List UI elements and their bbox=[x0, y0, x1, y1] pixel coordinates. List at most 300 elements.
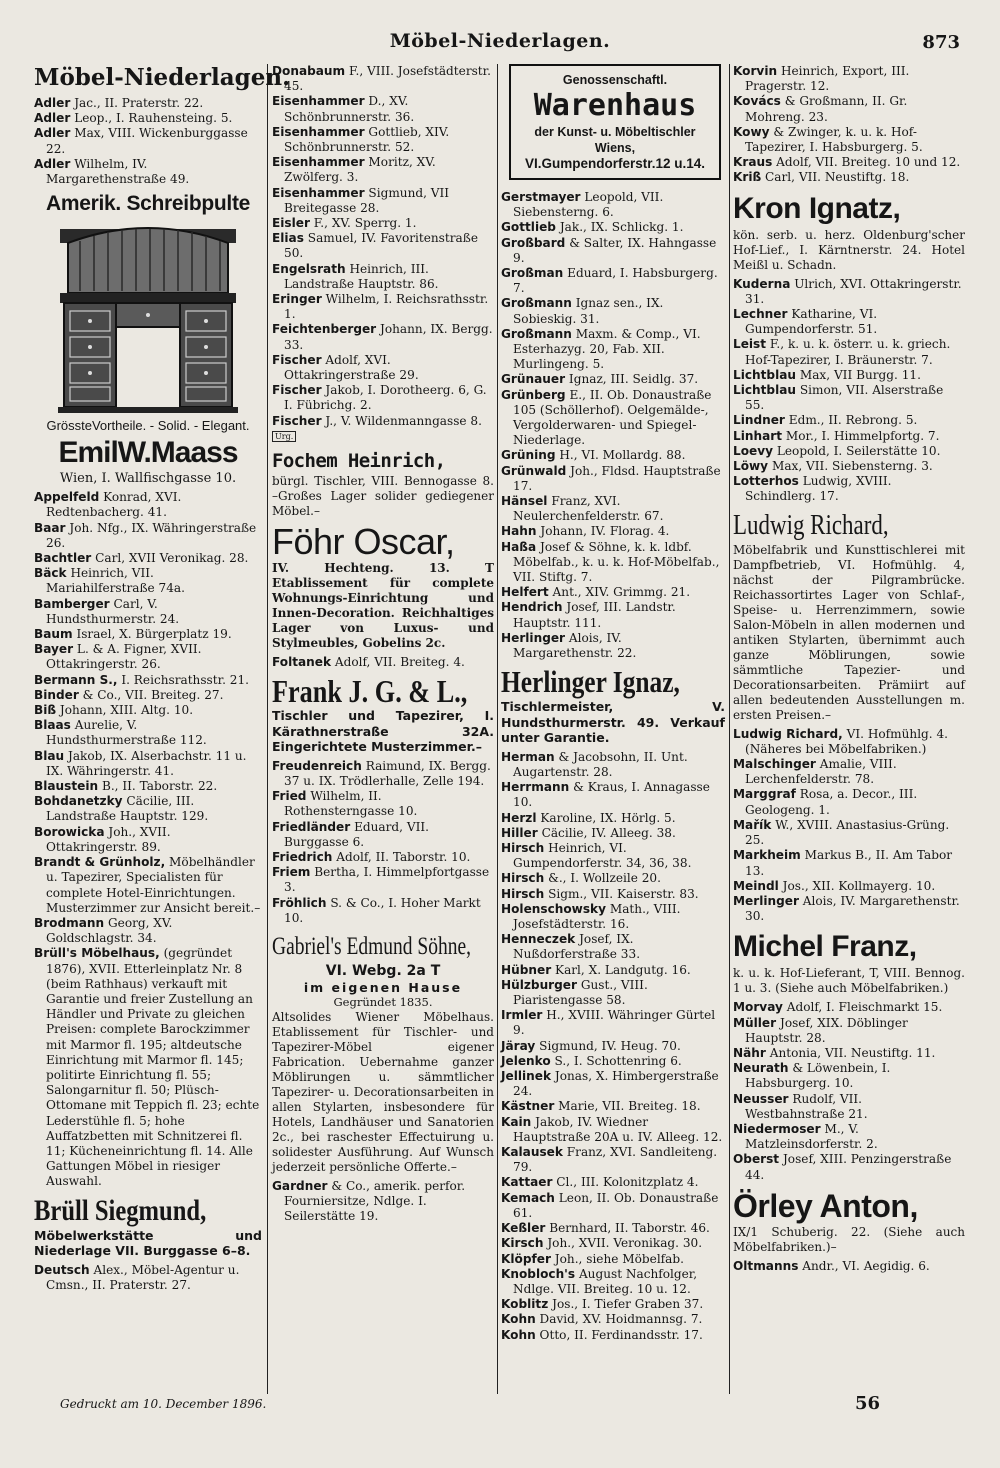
entry-name: Korvin bbox=[733, 64, 778, 78]
ad-text: Möbelwerkstätte und Niederlage VII. Burggasse 6–8. bbox=[34, 1227, 262, 1259]
column-rule bbox=[497, 64, 498, 1394]
entry-name: Hübner bbox=[501, 962, 552, 977]
directory-entry bbox=[272, 216, 494, 231]
entry-text: Adolf, VII. Breiteg. 4. bbox=[334, 655, 465, 670]
directory-entry bbox=[733, 413, 965, 428]
entry-name: Hirsch bbox=[501, 841, 545, 856]
ad-michel bbox=[733, 928, 965, 996]
directory-entry bbox=[34, 673, 262, 688]
directory-entry bbox=[733, 277, 965, 307]
entry-name: Lichtblau bbox=[733, 367, 796, 382]
entry-text: Karoline, IX. Hörlg. 5. bbox=[540, 810, 676, 825]
entry-name: Kraus bbox=[733, 155, 773, 170]
entry-name: Blau bbox=[34, 748, 65, 763]
entry-text: Samuel, IV. Favoritenstraße 50. bbox=[284, 231, 478, 261]
directory-entry bbox=[733, 368, 965, 383]
entry-name: Brandt & Grünholz, bbox=[34, 855, 166, 870]
ad-fochem bbox=[272, 448, 494, 519]
entry-text: Jonas, X. Himbergerstraße 24. bbox=[513, 1069, 719, 1099]
directory-entry bbox=[272, 820, 494, 850]
entry-name: Loevy bbox=[733, 443, 773, 458]
directory-entry bbox=[501, 296, 725, 326]
directory-entry bbox=[501, 600, 725, 630]
entry-text: &., I. Wollzeile 20. bbox=[548, 871, 661, 886]
entry-text: Adolf, VII. Breiteg. 10 und 12. bbox=[776, 155, 961, 170]
ad-text: bürgl. Tischler, VIII. Bennogasse 8. –Großes Lager solider gediegener Möbel.– bbox=[272, 474, 494, 519]
ad-founded: Gegründet 1835. bbox=[333, 995, 433, 1010]
directory-entry bbox=[34, 490, 262, 520]
entry-name: Mařík bbox=[733, 817, 772, 832]
entry-name: Großman bbox=[501, 266, 564, 281]
small-boxed-mark: Urg. bbox=[272, 431, 296, 442]
directory-entry bbox=[501, 1069, 725, 1099]
entry-name: Jellinek bbox=[501, 1069, 551, 1084]
entry-text: Jos., I. Tiefer Graben 37. bbox=[552, 1297, 704, 1312]
entry-text: Cäcilie, IV. Alleeg. 38. bbox=[541, 825, 676, 840]
directory-entry bbox=[501, 963, 725, 978]
entry-list bbox=[272, 759, 494, 926]
entry-text: & Jacobsohn, II. Unt. Augartenstr. 28. bbox=[513, 749, 688, 779]
ad-firm-name: Ludwig Richard, bbox=[733, 509, 889, 541]
entry-name: Elias bbox=[272, 231, 304, 246]
directory-entry bbox=[34, 749, 262, 779]
directory-entry bbox=[501, 1008, 725, 1038]
entry-name: Adler bbox=[34, 96, 71, 110]
entry-name: Grünwald bbox=[501, 463, 567, 478]
directory-entry bbox=[272, 789, 494, 819]
entry-name: Gardner bbox=[272, 1178, 328, 1193]
entry-name: Meindl bbox=[733, 878, 779, 893]
entry-text: Gust., VIII. Piaristengasse 58. bbox=[513, 977, 648, 1008]
entry-text: Heinrich, VII. Mariahilferstraße 74a. bbox=[46, 566, 185, 596]
directory-entry bbox=[34, 157, 262, 187]
directory-entry bbox=[501, 841, 725, 871]
directory-entry bbox=[272, 155, 494, 185]
entry-text: Andr., VI. Aegidig. 6. bbox=[802, 1258, 930, 1273]
rolltop-desk-illustration bbox=[50, 219, 246, 415]
entry-text: Wilhelm, IV. Margarethenstraße 49. bbox=[46, 156, 190, 187]
entry-text: B., II. Taborstr. 22. bbox=[101, 779, 218, 794]
directory-entry bbox=[501, 585, 725, 600]
entry-name: Jelenko bbox=[501, 1053, 551, 1068]
entry-text: Jakob, IX. Alserbachstr. 11 u. IX. Währingerstr. 41. bbox=[46, 748, 247, 778]
directory-entry bbox=[733, 429, 965, 444]
entry-text: Edm., II. Rebrong. 5. bbox=[788, 413, 918, 428]
entry-text: S., I. Schottenring 6. bbox=[554, 1053, 682, 1068]
entry-text: Carl, XVII Veronikag. 28. bbox=[95, 551, 249, 566]
directory-entry bbox=[733, 848, 965, 878]
directory-entry bbox=[501, 190, 725, 220]
directory-entry bbox=[272, 759, 494, 789]
entry-text: Antonia, VII. Neustiftg. 11. bbox=[769, 1045, 936, 1060]
entry-list bbox=[733, 1000, 965, 1182]
entry-text: & Zwinger, k. u. k. Hof-Tapezirer, I. Habsburgerg. 5. bbox=[745, 124, 923, 155]
entry-text: Johann, XIII. Altg. 10. bbox=[59, 703, 194, 718]
entry-name: Herlinger bbox=[501, 630, 566, 645]
entry-name: Kovács bbox=[733, 94, 781, 109]
entry-text: Heinrich, III. Landstraße Hauptstr. 86. bbox=[284, 261, 439, 291]
directory-entry bbox=[733, 155, 965, 170]
directory-entry bbox=[501, 932, 725, 962]
entry-name: Hendrich bbox=[501, 600, 563, 615]
column-4 bbox=[733, 64, 965, 1394]
entry-text: Aurelie, V. Hundsthurmerstraße 112. bbox=[46, 718, 207, 748]
entry-list bbox=[733, 1259, 965, 1274]
directory-entry bbox=[272, 896, 494, 926]
entry-name: Gottlieb bbox=[501, 220, 556, 235]
entry-name: Eringer bbox=[272, 292, 322, 307]
directory-entry bbox=[501, 372, 725, 387]
entry-list bbox=[34, 96, 262, 187]
entry-text: Math., VIII. Josefstädterstr. 16. bbox=[513, 901, 681, 932]
entry-name: Herman bbox=[501, 749, 555, 764]
entry-text: Jakob, IV. Wiedner Hauptstraße 20A u. IV. Alleeg. 12. bbox=[513, 1114, 723, 1144]
entry-text: Sigmund, VII Breitegasse 28. bbox=[284, 185, 450, 215]
directory-entry bbox=[34, 1263, 262, 1293]
directory-entry bbox=[272, 850, 494, 865]
entry-name: Fischer bbox=[272, 383, 322, 398]
entry-name: Deutsch bbox=[34, 1262, 90, 1277]
entry-text: Maxm. & Comp., VI. Esterhazyg. 20, Fab. XII. Murlingeng. 5. bbox=[513, 326, 701, 372]
entry-name: Donabaum bbox=[272, 64, 346, 78]
ad-warenhaus-box bbox=[509, 64, 721, 180]
ad-schreibpulte bbox=[34, 191, 262, 486]
directory-entry bbox=[34, 718, 262, 748]
entry-name: Bamberger bbox=[34, 596, 110, 611]
entry-text: Marie, VII. Breiteg. 18. bbox=[558, 1099, 701, 1114]
entry-list bbox=[34, 1263, 262, 1293]
ad-firm-name: Örley Anton, bbox=[733, 1187, 918, 1224]
directory-entry bbox=[733, 383, 965, 413]
entry-text: H., VI. Mollardg. 88. bbox=[559, 448, 686, 463]
entry-text: Gottlieb, XIV. Schönbrunnerstr. 52. bbox=[284, 124, 450, 155]
directory-entry bbox=[501, 1115, 725, 1145]
running-title: Möbel-Niederlagen. bbox=[389, 30, 611, 52]
entry-text: Alois, IV. Margarethenstr. 30. bbox=[745, 893, 960, 924]
entry-text: Max, VII Burgg. 11. bbox=[799, 367, 921, 382]
entry-text: E., II. Ob. Donaustraße 105 (Schöllerhof). Oelgemälde-, Vergolderwaren- und Spiegel-Niederlage. bbox=[513, 387, 712, 448]
entry-name: Friedländer bbox=[272, 819, 351, 834]
entry-text: H., XVIII. Währinger Gürtel 9. bbox=[513, 1008, 716, 1038]
entry-name: Friedrich bbox=[272, 850, 333, 864]
entry-text: Moritz, XV. Zwölferg. 3. bbox=[284, 155, 436, 185]
directory-entry bbox=[34, 627, 262, 642]
directory-entry bbox=[733, 787, 965, 817]
entry-text: Rosa, a. Decor., III. Geologeng. 1. bbox=[745, 787, 918, 817]
entry-name: Nähr bbox=[733, 1045, 766, 1060]
entry-text: & Löwenbein, I. Habsburgerg. 10. bbox=[745, 1061, 891, 1091]
directory-entry bbox=[34, 825, 262, 855]
entry-text: Johann, IV. Florag. 4. bbox=[540, 524, 670, 539]
entry-text: Josef, XIX. Döblinger Hauptstr. 28. bbox=[745, 1015, 908, 1045]
entry-name: Malschinger bbox=[733, 757, 816, 772]
entry-text: Eduard, VII. Burggasse 6. bbox=[284, 819, 429, 849]
directory-entry bbox=[272, 231, 494, 261]
entry-name: Leist bbox=[733, 337, 767, 352]
entry-text: Heinrich, VI. Gumpendorferstr. 34, 36, 38. bbox=[513, 841, 692, 871]
entry-name: Grüning bbox=[501, 448, 556, 463]
entry-name: Keßler bbox=[501, 1221, 546, 1236]
entry-text: Simon, VII. Alserstraße 55. bbox=[745, 383, 944, 413]
entry-text: Joh., siehe Möbelfab. bbox=[554, 1251, 684, 1266]
entry-text: Carl, V. Hundsthurmerstr. 24. bbox=[46, 596, 180, 626]
entry-text: M., V. Matzleinsdorferstr. 2. bbox=[745, 1121, 878, 1152]
directory-entry bbox=[733, 1000, 965, 1015]
directory-entry bbox=[733, 170, 965, 185]
entry-text: J., V. Wildenmanngasse 8. bbox=[325, 413, 482, 428]
ad-text: Möbelfabrik und Kunsttischlerei mit Dampfbetrieb, VI. Hofmühlg. 4, nächst der Pilgrambrücke. Reichassortirtes Lager von Schlaf-, Speise- u. Herrenzimmern, sowie Salon-Möbeln in allen modernen und antiken Stylarten, übernimmt auch ganze Möblirungen, sowie sämmtliche Tapezier- und Decorationsarbeiten. Prämiirt auf allen bedeutenden Ausstellungen m. ersten Preisen.– bbox=[733, 542, 965, 722]
entry-text: Leopold, VII. Siebensterng. 6. bbox=[513, 190, 664, 220]
entry-list bbox=[272, 1179, 494, 1225]
directory-entry bbox=[501, 1328, 725, 1343]
ad-headline: Amerik. Schreibpulte bbox=[45, 192, 251, 216]
directory-entry bbox=[501, 1145, 725, 1175]
entry-text: Franz, XVI. Sandleiteng. 79. bbox=[513, 1145, 718, 1175]
directory-entry bbox=[34, 126, 262, 156]
entry-name: Herrmann bbox=[501, 780, 570, 795]
entry-name: Kattaer bbox=[501, 1175, 553, 1190]
entry-list bbox=[733, 727, 965, 925]
directory-entry bbox=[34, 779, 262, 794]
directory-entry bbox=[501, 887, 725, 902]
ad-text: Altsolides Wiener Möbelhaus. Etablissement für Tischler- und Tapezirer-Möbel eigener Fabrication. Uebernahme ganzer Möblirungen u. sämmtlicher Tapezirer- u. Decorationsarbeiten in allen Stylarten, insbesondere für Hotels, Landhäuser und Sanatorien 2c., bei raschester Effectuirung u. solidester Ausführung. Auf Wunsch jederzeit persönliche Offerte.– bbox=[272, 1009, 494, 1174]
entry-name: Brodmann bbox=[34, 915, 105, 930]
entry-text: & Salter, IX. Hahngasse 9. bbox=[513, 235, 717, 265]
entry-name: Adler bbox=[34, 126, 71, 141]
directory-entry bbox=[733, 444, 965, 459]
entry-text: Otto, II. Ferdinandsstr. 17. bbox=[539, 1327, 703, 1342]
ad-firm-name: Fochem Heinrich, bbox=[272, 450, 446, 473]
entry-text: Leop., I. Rauhensteing. 5. bbox=[74, 111, 233, 126]
entry-name: Eisenhammer bbox=[272, 124, 365, 139]
entry-name: Freudenreich bbox=[272, 758, 362, 773]
ad-frank bbox=[272, 674, 494, 755]
entry-name: Bayer bbox=[34, 642, 74, 657]
directory-entry bbox=[34, 703, 262, 718]
entry-text: S. & Co., I. Hoher Markt 10. bbox=[284, 895, 481, 925]
entry-text: D., XV. Schönbrunnerstr. 36. bbox=[284, 94, 415, 124]
directory-entry bbox=[733, 757, 965, 787]
directory-entry bbox=[34, 111, 262, 126]
directory-entry bbox=[733, 64, 965, 94]
column-rule bbox=[267, 64, 268, 1394]
entry-name: Klöpfer bbox=[501, 1251, 551, 1266]
entry-name: Marggraf bbox=[733, 787, 796, 802]
directory-entry bbox=[501, 1236, 725, 1251]
entry-text: Adolf, XVI. Ottakringerstraße 29. bbox=[284, 352, 419, 383]
entry-name: Herzl bbox=[501, 810, 537, 825]
entry-text: Ulrich, XVI. Ottakringerstr. 31. bbox=[745, 276, 962, 306]
ad-firm-name: Frank J. G. & L., bbox=[272, 673, 468, 710]
box-line: der Kunst- u. Möbeltischler bbox=[534, 125, 696, 139]
ad-text: Tischler und Tapezirer, I. Kärathnerstraße 32A. Eingerichtete Musterzimmer.– bbox=[272, 708, 494, 755]
directory-entry bbox=[501, 540, 725, 586]
ad-firm-name: Gabriel's Edmund Söhne, bbox=[272, 933, 472, 961]
entry-name: Kriß bbox=[733, 170, 762, 185]
entry-name: Hirsch bbox=[501, 871, 545, 886]
entry-text: Sigmund, IV. Heug. 70. bbox=[539, 1038, 681, 1053]
directory-entry bbox=[733, 1152, 965, 1182]
entry-text: Josef, XIII. Penzingerstraße 44. bbox=[745, 1152, 952, 1182]
directory-entry bbox=[733, 879, 965, 894]
entry-list bbox=[501, 190, 725, 661]
directory-entry bbox=[34, 551, 262, 566]
entry-text: Möbelhändler u. Tapezirer, Specialisten für complete Hotel-Einrichtungen. Musterzimmer zur Ansicht bereit.– bbox=[46, 855, 261, 915]
entry-text: Markus B., II. Am Tabor 13. bbox=[745, 848, 953, 878]
entry-name: Hänsel bbox=[501, 494, 548, 509]
entry-text: Eduard, I. Habsburgerg. 7. bbox=[513, 266, 718, 296]
print-date: Gedruckt am 10. December 1896. bbox=[60, 1397, 267, 1411]
entry-text: Joh., XVII. Ottakringerstr. 89. bbox=[46, 824, 171, 854]
directory-entry bbox=[501, 631, 725, 661]
entry-name: Eisler bbox=[272, 216, 310, 231]
entry-name: Kemach bbox=[501, 1190, 555, 1205]
ad-firm-name: EmilW.Maass bbox=[58, 435, 238, 469]
entry-text: Leopold, I. Seilerstätte 10. bbox=[776, 443, 941, 458]
page-number: 873 bbox=[922, 32, 960, 53]
directory-entry bbox=[733, 727, 965, 757]
entry-text: Karl, X. Landgutg. 16. bbox=[555, 962, 691, 977]
entry-name: Bohdanetzky bbox=[34, 794, 123, 809]
entry-name: Knobloch's bbox=[501, 1266, 576, 1281]
entry-list bbox=[733, 64, 965, 186]
entry-name: Lechner bbox=[733, 307, 788, 322]
entry-name: Markheim bbox=[733, 848, 801, 863]
entry-name: Niedermoser bbox=[733, 1121, 821, 1136]
entry-name: Holenschowsky bbox=[501, 901, 606, 916]
entry-text: (gegründet 1876), XVII. Etterleinplatz Nr. 8 (beim Rathhaus) verkauft mit Garantie und freier Zustellung an Händler und Private zu gleichen Preisen: complete Barockzimmer mit Marmor fl. 195; altdeutsche Einrichtung mit Marmor fl. 145; politirte Einrichtung fl. 55; Salongarnitur fl. 50; Plüsch-Ottomane mit Teppich fl. 23; echte Lederstühle fl. 5; hohe Auffatzbetten mit Schnitzerei fl. 11; Kücheneinrichtung fl. 14. Alle Gattungen Möbel in riesiger Auswahl. bbox=[46, 946, 260, 1189]
entry-name: Neurath bbox=[733, 1061, 789, 1076]
ad-text: IX/1 Schuberig. 22. (Siehe auch Möbelfabriken.)– bbox=[733, 1224, 965, 1254]
entry-name: Großmann bbox=[501, 326, 572, 341]
ad-text: k. u. k. Hof-Lieferant, T, VIII. Bennog. 1 u. 3. (Siehe auch Möbelfabriken.) bbox=[733, 966, 965, 996]
directory-entry bbox=[501, 826, 725, 841]
entry-name: Engelsrath bbox=[272, 261, 346, 276]
entry-text: & Großmann, II. Gr. Mohreng. 23. bbox=[745, 94, 908, 124]
directory-entry bbox=[733, 1092, 965, 1122]
entry-name: Adler bbox=[34, 156, 71, 171]
entry-text: Franz, XVI. Neulerchenfelderstr. 67. bbox=[513, 494, 664, 524]
entry-name: Kohn bbox=[501, 1312, 536, 1327]
entry-name: Merlinger bbox=[733, 893, 799, 908]
sheet-number: 56 bbox=[854, 1393, 880, 1414]
entry-name: Biß bbox=[34, 703, 57, 718]
directory-entry bbox=[272, 125, 494, 155]
directory-entry bbox=[501, 871, 725, 886]
entry-list bbox=[34, 490, 262, 1189]
entry-text: Israel, X. Bürgerplatz 19. bbox=[76, 627, 232, 642]
entry-text: Georg, XV. Goldschlagstr. 34. bbox=[46, 915, 173, 946]
entry-name: Blaas bbox=[34, 718, 71, 733]
entry-text: Josef & Söhne, k. k. ldbf. Möbelfab., k. u. k. Hof-Möbelfab., VII. Stiftg. 7. bbox=[513, 539, 720, 585]
entry-name: Löwy bbox=[733, 459, 769, 474]
entry-text: & Kraus, I. Annagasse 10. bbox=[513, 780, 710, 810]
entry-name: Kalausek bbox=[501, 1145, 563, 1160]
entry-name: Kästner bbox=[501, 1099, 555, 1114]
ad-address: Wien, I. Wallfischgasse 10. bbox=[59, 470, 237, 486]
directory-entry bbox=[501, 1252, 725, 1267]
entry-text: Alois, IV. Margarethenstr. 22. bbox=[513, 630, 637, 661]
entry-name: Ludwig Richard, bbox=[733, 726, 843, 741]
directory-entry bbox=[733, 459, 965, 474]
entry-name: Kirsch bbox=[501, 1236, 544, 1251]
directory-entry bbox=[272, 322, 494, 352]
directory-entry bbox=[501, 811, 725, 826]
ad-firm-name: Kron Ignatz, bbox=[733, 191, 901, 225]
entry-name: Linhart bbox=[733, 428, 782, 443]
directory-entry bbox=[501, 494, 725, 524]
entry-text: Wilhelm, II. Rothensterngasse 10. bbox=[284, 789, 418, 819]
entry-name: Friem bbox=[272, 865, 311, 880]
entry-name: Fischer bbox=[272, 413, 322, 428]
ad-fohr bbox=[272, 523, 494, 651]
entry-text: Cl., III. Kolonitzplatz 4. bbox=[556, 1175, 699, 1190]
entry-text: Josef, IX. Nußdorferstraße 33. bbox=[513, 932, 641, 962]
ad-text: Tischlermeister, V. Hundsthurmerstr. 49. Verkauf unter Garantie. bbox=[501, 699, 725, 746]
entry-name: Neusser bbox=[733, 1091, 789, 1106]
directory-entry bbox=[272, 1179, 494, 1225]
directory-entry bbox=[272, 865, 494, 895]
directory-entry bbox=[272, 414, 494, 429]
entry-name: Grünberg bbox=[501, 387, 566, 402]
entry-text: Raimund, IX. Bergg. 37 u. IX. Trödlerhalle, Zelle 194. bbox=[284, 758, 491, 788]
entry-name: Binder bbox=[34, 687, 79, 702]
entry-name: Großbard bbox=[501, 235, 566, 250]
ad-firm-name: Herlinger Ignaz, bbox=[501, 664, 680, 700]
entry-text: Ignaz sen., IX. Sobieskig. 31. bbox=[513, 296, 664, 326]
directory-entry bbox=[34, 688, 262, 703]
entry-text: Ignaz, III. Seidlg. 37. bbox=[568, 372, 699, 387]
entry-name: Kowy bbox=[733, 124, 770, 139]
box-line: VI.Gumpendorferstr.12 u.14. bbox=[524, 156, 706, 171]
entry-text: & Co., VII. Breiteg. 27. bbox=[82, 687, 224, 702]
ad-firm-name: Brüll Siegmund, bbox=[34, 1193, 207, 1227]
directory-entry bbox=[733, 307, 965, 337]
entry-text: I. Reichsrathsstr. 21. bbox=[121, 672, 249, 687]
directory-entry bbox=[501, 780, 725, 810]
entry-name: Oltmanns bbox=[733, 1258, 799, 1273]
entry-text: Ant., XIV. Grimmg. 21. bbox=[552, 585, 691, 600]
entry-name: Irmler bbox=[501, 1008, 543, 1023]
entry-text: Konrad, XVI. Redtenbacherg. 41. bbox=[46, 490, 182, 520]
entry-text: F., VIII. Josefstädterstr. 45. bbox=[284, 64, 491, 94]
entry-text: & Co., amerik. perfor. Fourniersitze, Ndlge. I. Seilerstätte 19. bbox=[284, 1178, 466, 1223]
entry-name: Großmann bbox=[501, 296, 572, 311]
entry-text: F., k. u. k. österr. u. k. griech. Hof-Tapezirer, I. Bräunerstr. 7. bbox=[745, 337, 951, 367]
entry-name: Fischer bbox=[272, 352, 322, 367]
directory-entry bbox=[501, 1312, 725, 1327]
entry-name: Lotterhos bbox=[733, 474, 799, 489]
directory-entry bbox=[501, 266, 725, 296]
directory-entry bbox=[501, 978, 725, 1008]
entry-name: Järay bbox=[501, 1038, 536, 1053]
entry-name: Henneczek bbox=[501, 932, 576, 947]
entry-text: August Nachfolger, Ndlge. VII. Breiteg. 10 u. 12. bbox=[513, 1266, 698, 1296]
directory-entry bbox=[733, 1122, 965, 1152]
entry-text: Jos., XII. Kollmayerg. 10. bbox=[782, 878, 936, 893]
directory-entry bbox=[501, 1039, 725, 1054]
entry-name: Hirsch bbox=[501, 886, 545, 901]
section-heading: Möbel-Niederlagen. bbox=[34, 64, 291, 91]
entry-name: Koblitz bbox=[501, 1297, 549, 1312]
directory-entry bbox=[34, 642, 262, 672]
directory-entry bbox=[501, 1099, 725, 1114]
entry-text: Bertha, I. Himmelpfortgasse 3. bbox=[284, 865, 490, 895]
ad-text: kön. serb. u. herz. Oldenburg'scher Hof-Lief., I. Kärntnerstr. 24. Hotel Meißl u. Schadn. bbox=[733, 227, 965, 272]
directory-entry bbox=[34, 96, 262, 111]
entry-text: Mor., I. Himmelpfortg. 7. bbox=[785, 428, 940, 443]
directory-entry bbox=[272, 292, 494, 322]
